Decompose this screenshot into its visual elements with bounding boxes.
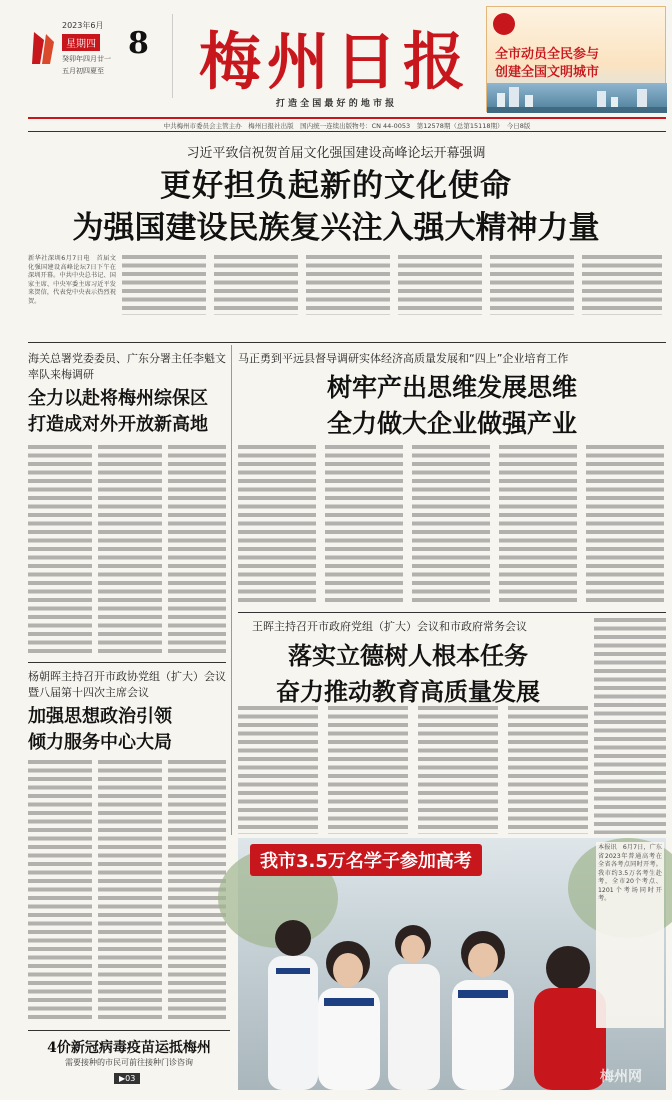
lead-body-text [122,255,662,315]
publication-info: 中共梅州市委员会主管主办 梅州日报社出版 国内统一连续出版物号：CN 44-0053 第12578期（总第15118期） 今日8版 [163,122,531,130]
info-rule [28,131,666,132]
lunar-date: 癸卯年四月廿一 [62,55,111,63]
issue-date: 2023年6月 [62,21,104,30]
center1-headline-2: 全力做大企业做强产业 [326,409,577,438]
left1-kicker-1: 海关总署党委委员、广东分署主任李魁文 [28,352,226,365]
watermark: 梅州网 [600,1069,642,1085]
promo-headline: 4价新冠病毒疫苗运抵梅州 [47,1040,211,1056]
left2-kicker-1: 杨朝晖主持召开市政协党组（扩大）会议 [28,670,226,683]
center1-kicker: 马正勇到平远县督导调研实体经济高质量发展和“四上”企业培育工作 [238,352,569,365]
left2-body-text [28,760,226,1022]
left1-headline-1: 全力以赴将梅州综保区 [28,388,208,409]
center2-headline-1: 落实立德树人根本任务 [288,641,528,670]
masthead-rule [28,117,666,119]
left1-kicker-2: 率队来梅调研 [28,368,94,381]
paper-slogan: 打 造 全 国 最 好 的 地 市 报 [275,99,395,109]
center1-headline-1: 树牢产出思维发展思维 [326,373,577,402]
center1-bottom-rule [238,612,666,613]
left2-headline-2: 倾力服务中心大局 [28,732,172,753]
center2-kicker: 王晖主持召开市政府党组（扩大）会议和市政府常务会议 [252,620,527,633]
weekday: 星期四 [62,34,100,51]
solar-term: 五月初四夏至 [62,67,104,75]
lead-bottom-rule [28,342,666,343]
left1-body-text [28,445,226,657]
promo-subline: 需要接种的市民可前往接种门诊咨询 [65,1058,193,1067]
center2-body-text [238,706,588,834]
right-column-text [594,618,666,834]
lead-lede: 新华社深圳6月7日电 首届文化强国建设高峰论坛7日下午在深圳开幕。中共中央总书记、国家主席、中央军委主席习近平发来贺信，代表党中央表示热烈祝贺。 [28,255,116,305]
center2-headline-2: 奋力推动教育高质量发展 [276,677,540,706]
vaccine-promo[interactable] [28,1030,230,1092]
column-divider [231,345,232,835]
ad-emblem-icon [493,13,515,35]
page-reference[interactable]: ▶03 [114,1073,140,1084]
left2-kicker-2: 暨八届第十四次主席会议 [28,686,149,699]
photo-caption: 本报讯 6月7日，广东省2023年普通高考在全省各考点同时开考。我市约3.5万名考生赴考，全市20个考点、1201个考场同时开考。 [596,842,664,1028]
civilization-ad [486,6,666,112]
left1-headline-2: 打造成对外开放新高地 [28,414,208,435]
ad-line-1: 全市动员全民参与 [495,47,600,62]
day-number: 8 [128,26,149,61]
left1-bottom-rule [28,662,226,663]
date-box [28,14,173,98]
lead-kicker: 习近平致信祝贺首届文化强国建设高峰论坛开幕强调 [186,146,486,161]
paper-title: 梅州日报 [198,25,471,98]
newspaper-logo-icon [30,28,56,68]
city-skyline-image [487,83,667,113]
center1-body-text [238,445,666,605]
masthead [0,0,672,132]
lead-headline-2: 为强国建设民族复兴注入强大精神力量 [72,210,600,246]
photo-banner: 我市3.5万名学子参加高考 [250,844,482,876]
ad-line-2: 创建全国文明城市 [495,65,600,80]
lead-headline-1: 更好担负起新的文化使命 [160,168,512,204]
left2-headline-1: 加强思想政治引领 [28,706,172,727]
